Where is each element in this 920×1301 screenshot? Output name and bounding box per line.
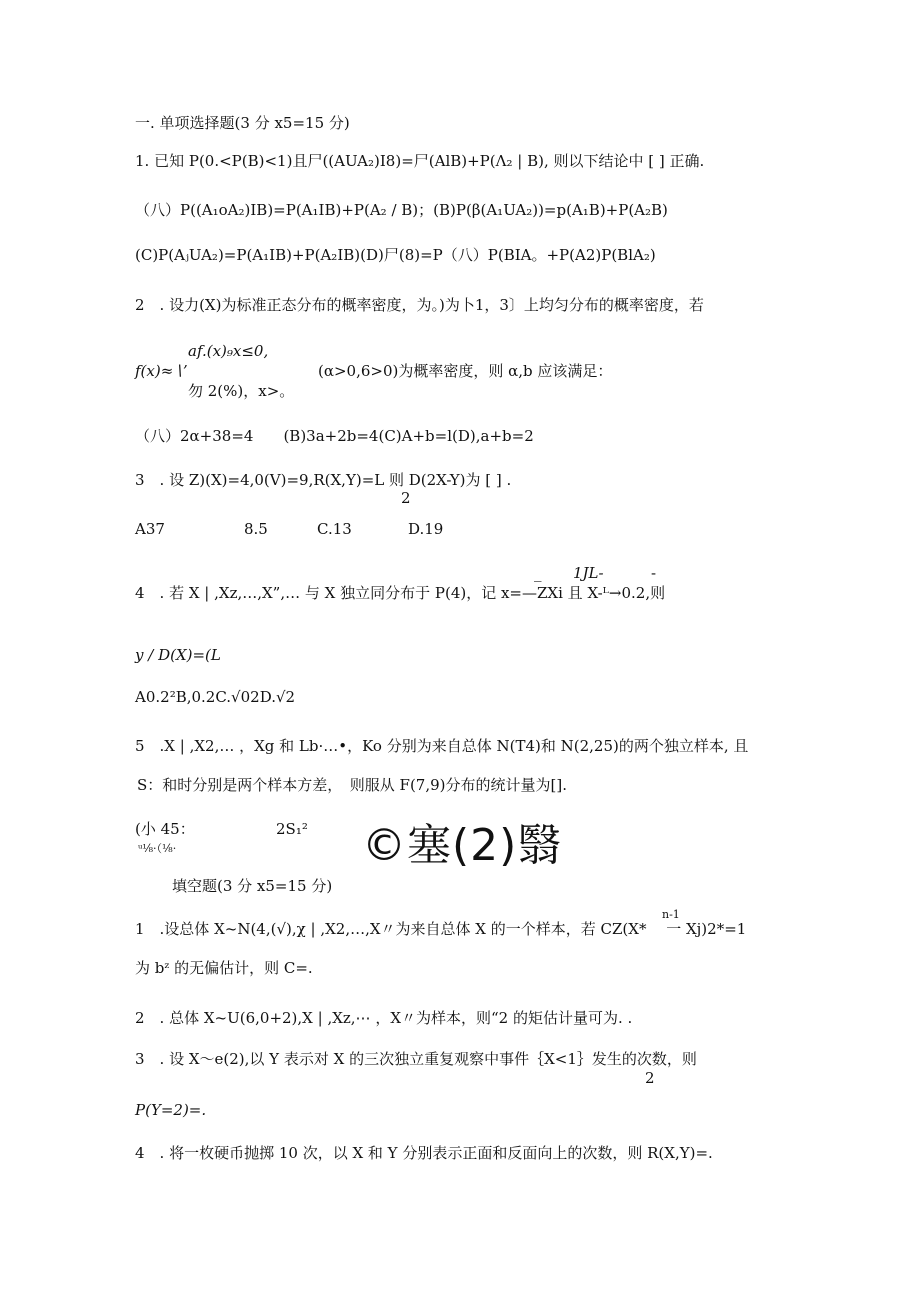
fill-3-subscript: 2	[645, 1069, 655, 1087]
fill-1-superscript: n-1	[662, 908, 680, 921]
question-5-fraction: 2S₁²	[276, 820, 308, 838]
fill-1-line-2: 为 bᶻ 的无偏估计，则 C=.	[135, 959, 313, 977]
question-4-fragment-1: _	[534, 564, 542, 582]
fill-2-stem: 2 . 总体 X~U(6,0+2),X | ,Xz,⋯ ，X〃为样本，则“2 的矩估计量可为. .	[135, 1009, 633, 1027]
question-5-option-a: (小 45：	[135, 820, 195, 838]
question-3-subscript: 2	[401, 489, 411, 507]
question-2-case-bottom: 勿 2(%)，x>。	[188, 382, 295, 400]
question-4-fragment-3: -	[651, 564, 657, 582]
question-2-options: （八）2α+38=4 (B)3a+2b=4(C)A+b=l(D),a+b=2	[135, 427, 534, 445]
question-3-option-b: 8.5	[244, 520, 268, 538]
question-5-option-a-fraction: ᵘ¹⁄₈·（¹⁄₈·	[138, 842, 177, 855]
fill-3-line-2: P(Y=2)=.	[135, 1101, 207, 1119]
question-1-stem: 1. 已知 P(0.<P(B)<1)且尸((AUA₂)I8)=尸(AlB)+P(Λ₂ | B), 则以下结论中 [ ] 正确.	[135, 152, 705, 170]
question-4-stem: 4 . 若 X | ,Xz,…,X”,… 与 X 独立同分布于 P(4)，记 x=—ZXi 且 X-ᴸ→0.2,则	[135, 584, 666, 602]
fill-4-stem: 4 . 将一枚硬币抛掷 10 次，以 X 和 Y 分别表示正面和反面向上的次数，则 R(X,Y)=.	[135, 1144, 713, 1162]
question-3-option-c: C.13	[317, 520, 352, 538]
question-1-options-ab: （八）P((A₁oA₂)IB)=P(A₁IB)+P(A₂ / B)；(B)P(β(A₁UA₂))=p(A₁B)+P(A₂B)	[135, 201, 668, 219]
question-2-fx: f(x)≈∖’	[135, 362, 188, 380]
section-2-title: 填空题(3 分 x5=15 分)	[172, 877, 333, 895]
question-2-stem: 2 . 设力(X)为标准正态分布的概率密度，为。)为卜1，3〕上均匀分布的概率密度，若	[135, 296, 704, 314]
question-2-condition: (α>0,6>0)为概率密度，则 α,b 应该满足：	[318, 362, 613, 380]
fill-1-stem: 1 .设总体 X~N(4,(√),χ | ,X2,…,X〃为来自总体 X 的一个样本，若 CZ(X* 一 Xj)2*=1	[135, 920, 747, 938]
question-5-stem: 5 .X | ,X2,… ，Xg 和 Lb·…•，Ko 分别为来自总体 N(T4)和 N(2,25)的两个独立样本, 且	[135, 737, 749, 755]
question-3-stem: 3 . 设 Z)(X)=4,0(V)=9,R(X,Y)=L 则 D(2X-Y)为 [ ] .	[135, 471, 512, 489]
question-3-option-d: D.19	[408, 520, 444, 538]
question-5-garbled-formula: ©塞(2)翳	[362, 820, 563, 871]
question-3-option-a: A37	[135, 520, 165, 538]
fill-3-stem: 3 . 设 X～e(2),以 Y 表示对 X 的三次独立重复观察中事件｛X<1｝发生的次数，则	[135, 1050, 697, 1068]
section-1-title: 一. 单项选择题(3 分 x5=15 分)	[135, 114, 350, 132]
question-2-case-top: af.(x)₉x≤0,	[188, 342, 269, 360]
question-4-line-2: y / D(X)=(L	[135, 646, 221, 664]
question-5-line-2: S：和时分别是两个样本方差， 则服从 F(7,9)分布的统计量为[].	[137, 776, 567, 794]
question-4-fragment-2: 1JL-	[573, 564, 604, 582]
question-4-options: A0.2²B,0.2C.√02D.√2	[135, 688, 296, 706]
question-1-options-cd: (C)P(AⱼUA₂)=P(A₁IB)+P(A₂IB)(D)尸(8)=P（八）P(BIA。+P(A2)P(BlA₂)	[135, 246, 656, 264]
